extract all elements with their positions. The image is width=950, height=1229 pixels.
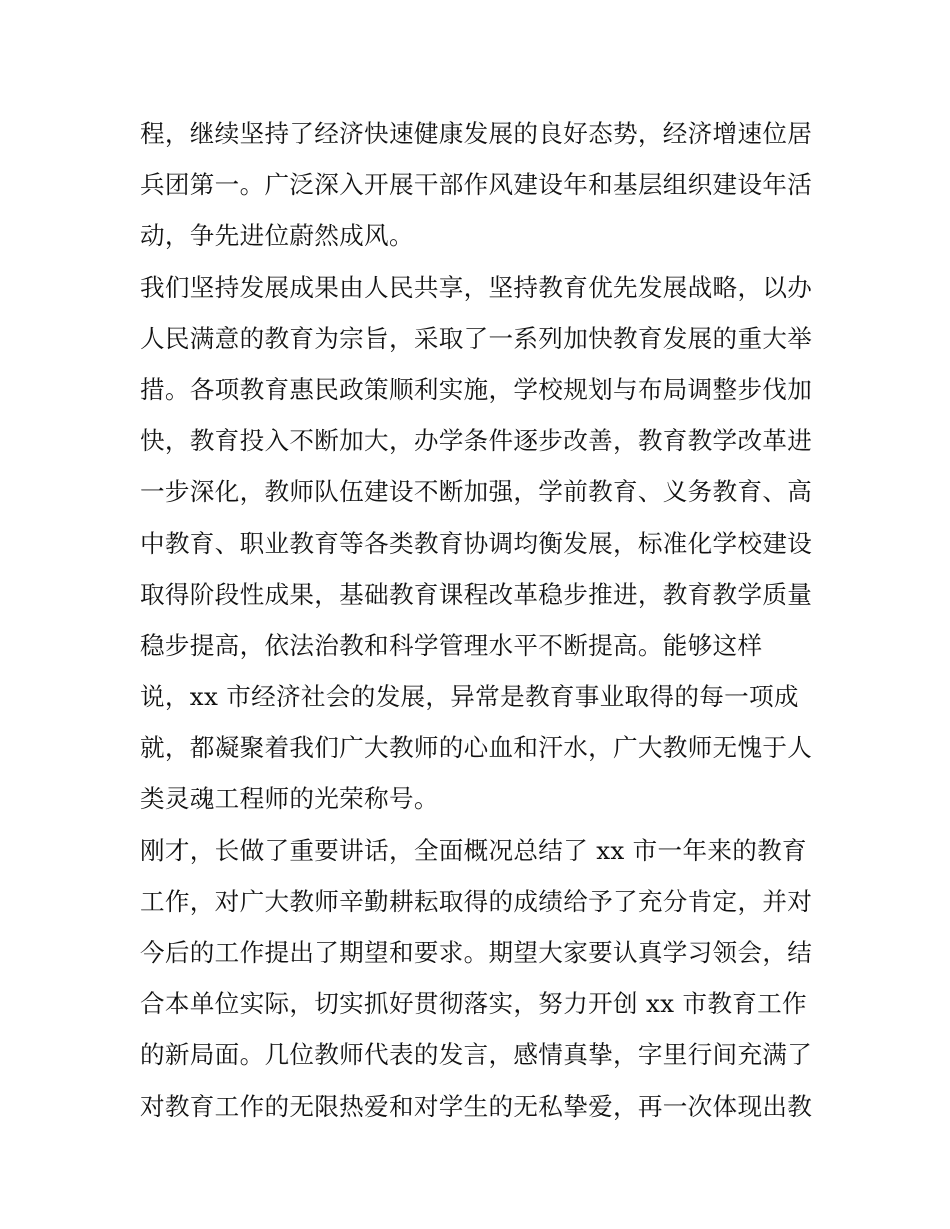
paragraph-2 (140, 262, 820, 825)
paragraph-1 (140, 108, 820, 262)
text-line: 快，教育投入不断加大，办学条件逐步改善，教育教学改革进 (140, 426, 813, 456)
text-line: 措。各项教育惠民政策顺利实施，学校规划与布局调整步伐加 (140, 374, 813, 404)
text-line: 中教育、职业教育等各类教育协调均衡发展，标准化学校建设 (140, 528, 813, 558)
text-line: 取得阶段性成果，基础教育课程改革稳步推进，教育教学质量 (140, 579, 813, 609)
text-line: 一步深化，教师队伍建设不断加强，学前教育、义务教育、高 (140, 477, 813, 507)
text-line: 兵团第一。广泛深入开展干部作风建设年和基层组织建设年活 (140, 170, 813, 200)
text-line: 就，都凝聚着我们广大教师的心血和汗水，广大教师无愧于人 (140, 733, 813, 763)
text-line: 对教育工作的无限热爱和对学生的无私挚爱，再一次体现出教 (140, 1091, 813, 1121)
text-line: 的新局面。几位教师代表的发言，感情真挚，字里行间充满了 (140, 1040, 813, 1070)
text-line: 人民满意的教育为宗旨，采取了一系列加快教育发展的重大举 (140, 323, 813, 353)
text-line: 今后的工作提出了期望和要求。期望大家要认真学习领会，结 (140, 938, 813, 967)
text-line: 我们坚持发展成果由人民共享，坚持教育优先发展战略，以办 (140, 272, 813, 302)
text-line: 说，xx 市经济社会的发展，异常是教育事业取得的每一项成 (140, 682, 799, 712)
text-line: 稳步提高，依法治教和科学管理水平不断提高。能够这样 (140, 630, 763, 660)
document-body (140, 108, 820, 1132)
text-line: 工作，对广大教师辛勤耕耘取得的成绩给予了充分肯定，并对 (140, 886, 813, 916)
text-line: 动，争先进位蔚然成风。 (140, 221, 414, 251)
text-line: 刚才，长做了重要讲话，全面概况总结了 xx 市一年来的教育 (140, 835, 807, 865)
text-line: 合本单位实际，切实抓好贯彻落实，努力开创 xx 市教育工作 (140, 989, 807, 1019)
text-line: 类灵魂工程师的光荣称号。 (140, 784, 439, 814)
text-line: 程，继续坚持了经济快速健康发展的良好态势，经济增速位居 (140, 119, 813, 148)
paragraph-3 (140, 825, 820, 1132)
